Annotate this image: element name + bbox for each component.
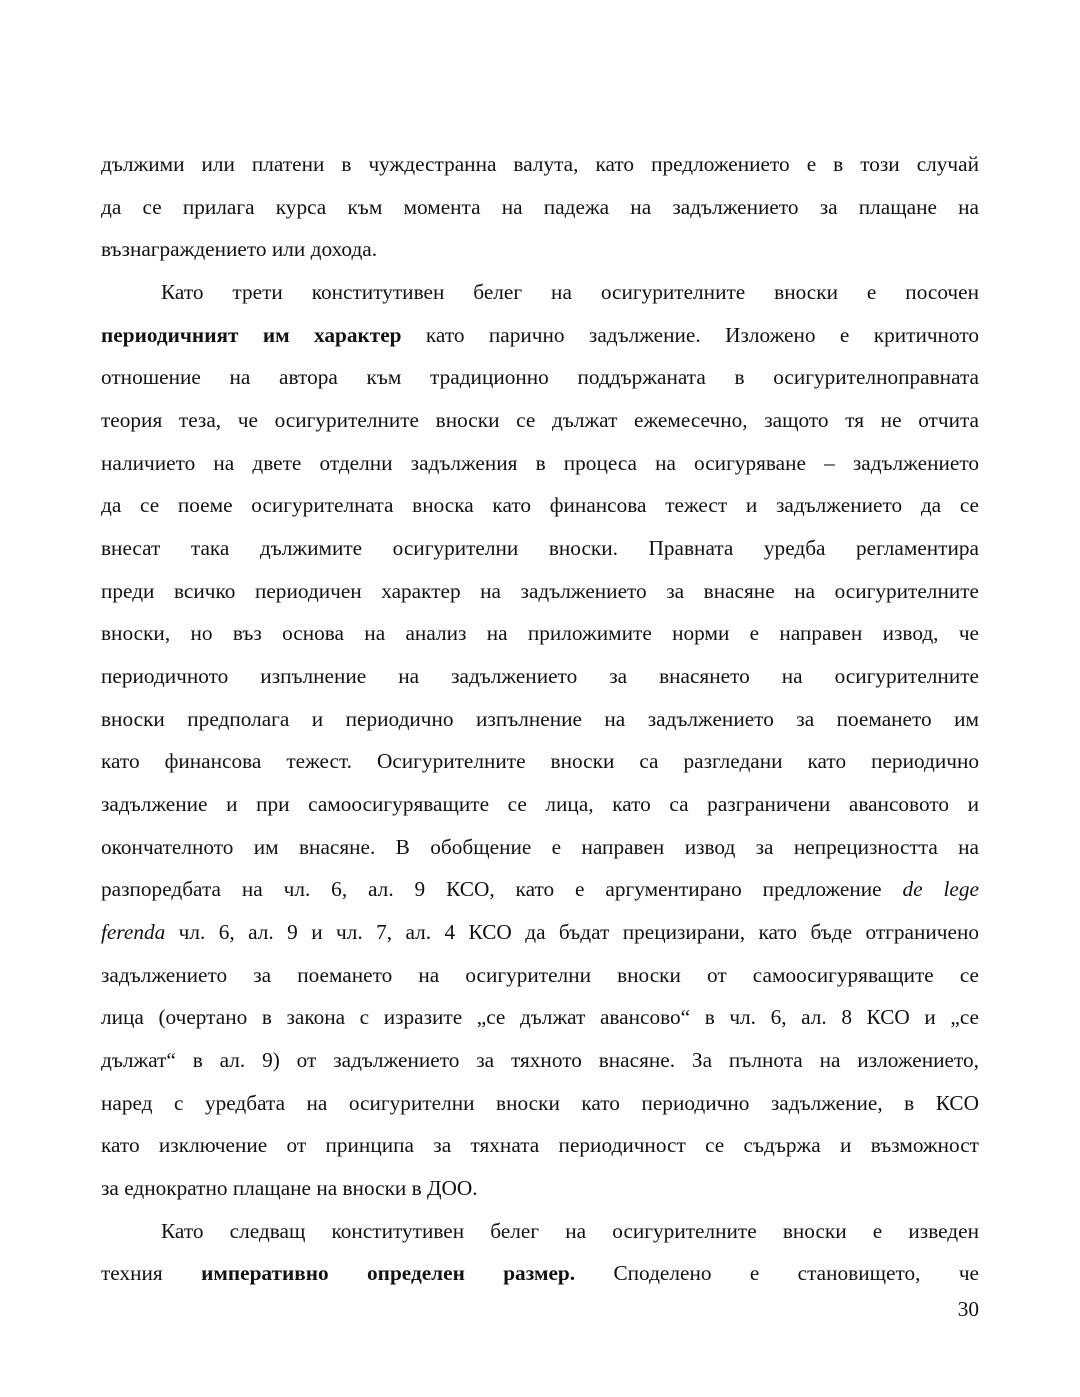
text-segment: дължат“ в ал. 9) от задължението за тяхното внасяне. За пълнота на изложението, xyxy=(101,1048,979,1073)
text-segment: като парично задължение. Изложено е критичното xyxy=(401,322,980,347)
text-segment: разпоредбата на чл. 6, ал. 9 КСО, като е аргументирано предложение xyxy=(101,877,903,902)
text-line xyxy=(101,954,979,997)
text-line xyxy=(101,868,979,911)
text-segment: задължение и при самоосигуряващите се лица, като са разграничени авансовото и xyxy=(101,792,979,817)
text-line xyxy=(101,740,979,783)
page-number: 30 xyxy=(957,1297,979,1321)
text-segment: отношение на автора към традиционно поддържаната в осигурителноправната xyxy=(101,365,979,390)
text-segment: окончателното им внасяне. В обобщение е направен извод за непрецизността на xyxy=(101,834,979,859)
text-line xyxy=(101,228,979,271)
text-segment: наред с уредбата на осигурителни вноски като периодично задължение, в КСО xyxy=(101,1090,979,1115)
text-line xyxy=(101,271,979,314)
text-line xyxy=(101,1252,979,1295)
text-segment: наличието на двете отделни задължения в процеса на осигуряване – задължението xyxy=(101,450,979,475)
text-line xyxy=(101,527,979,570)
text-line xyxy=(101,1124,979,1167)
text-segment: техния xyxy=(101,1261,202,1286)
text-line xyxy=(101,442,979,485)
text-line xyxy=(101,314,979,357)
text-line xyxy=(101,655,979,698)
text-line xyxy=(101,996,979,1039)
text-segment: Като трети конститутивен белег на осигурителните вноски е посочен xyxy=(161,280,979,305)
text-segment: периодичното изпълнение на задължението за внасянето на осигурителните xyxy=(101,664,979,689)
bold-text: императивно определен размер. xyxy=(201,1261,576,1286)
italic-text: de lege xyxy=(902,877,979,902)
text-line xyxy=(101,783,979,826)
text-segment: Споделено е становището, че xyxy=(575,1261,979,1286)
text-segment: дължими или платени в чуждестранна валута, като предложението е в този случай xyxy=(101,152,979,176)
text-segment: да се поеме осигурителната вноска като финансова тежест и задължението да се xyxy=(101,493,979,518)
text-line xyxy=(101,612,979,655)
text-line xyxy=(101,399,979,442)
text-segment: като финансова тежест. Осигурителните вноски са разгледани като периодично xyxy=(101,749,979,774)
bold-text: периодичният им характер xyxy=(101,322,402,347)
text-segment: лица (очертано в закона с изразите „се дължат авансово“ в чл. 6, ал. 8 КСО и „се xyxy=(101,1005,979,1030)
text-line xyxy=(101,570,979,613)
italic-text: ferenda xyxy=(101,920,166,945)
text-segment: теория теза, че осигурителните вноски се дължат ежемесечно, защото тя не отчита xyxy=(101,408,979,433)
text-line xyxy=(101,1082,979,1125)
text-segment: възнаграждението или дохода. xyxy=(101,237,378,262)
text-segment: за еднократно плащане на вноски в ДОО. xyxy=(101,1176,478,1201)
text-segment: вноски, но въз основа на анализ на приложимите норми е направен извод, че xyxy=(101,621,979,646)
text-segment: чл. 6, ал. 9 и чл. 7, ал. 4 КСО да бъдат прецизирани, като бъде отграничено xyxy=(165,920,979,945)
text-line xyxy=(101,484,979,527)
text-line xyxy=(101,1210,979,1253)
text-line xyxy=(101,1039,979,1082)
text-segment: задължението за поемането на осигурителни вноски от самоосигуряващите се xyxy=(101,962,979,987)
text-line xyxy=(101,186,979,229)
text-segment: Като следващ конститутивен белег на осигурителните вноски е изведен xyxy=(161,1218,979,1243)
text-line xyxy=(101,826,979,869)
text-segment: да се прилага курса към момента на падежа на задължението за плащане на xyxy=(101,194,979,219)
text-line xyxy=(101,911,979,954)
document-body xyxy=(101,143,979,1295)
text-segment: преди всичко периодичен характер на задължението за внасяне на осигурителните xyxy=(101,578,979,603)
text-line xyxy=(101,356,979,399)
text-line xyxy=(101,143,979,186)
text-segment: вноски предполага и периодично изпълнение на задължението за поемането им xyxy=(101,706,979,731)
text-segment: като изключение от принципа за тяхната периодичност се съдържа и възможност xyxy=(101,1133,979,1158)
text-line xyxy=(101,1167,979,1210)
text-segment: внесат така дължимите осигурителни вноски. Правната уредба регламентира xyxy=(101,536,979,561)
text-line xyxy=(101,698,979,741)
